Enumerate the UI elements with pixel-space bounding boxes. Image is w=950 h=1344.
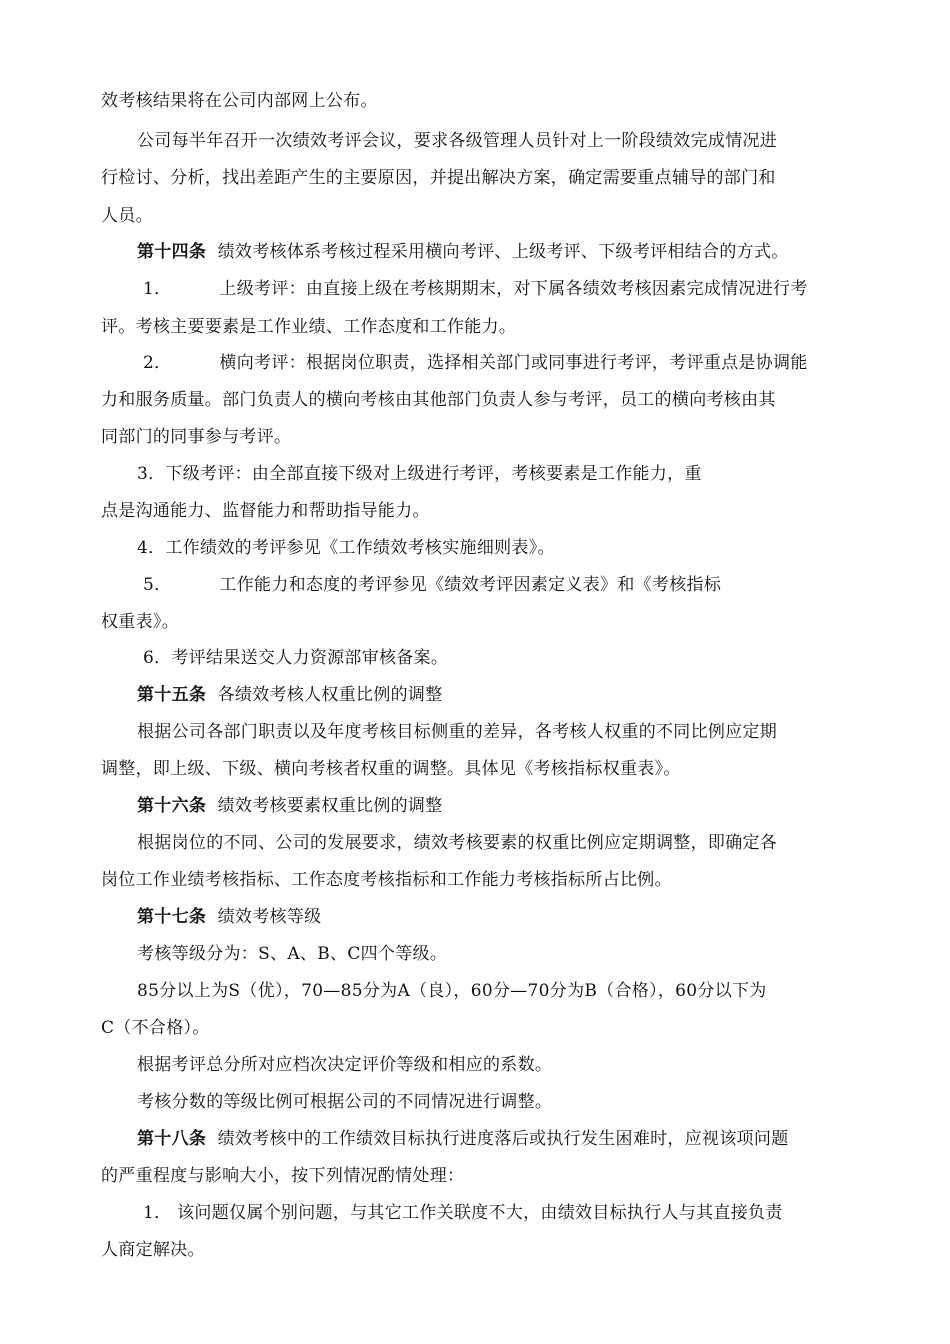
paragraph-line: 点是沟通能力、监督能力和帮助指导能力。 [101, 501, 430, 521]
paragraph-line: 权重表》。 [101, 612, 179, 632]
article-heading: 第十六条 [137, 796, 207, 816]
paragraph-line: 根据考评总分所对应档次决定评价等级和相应的系数。 [137, 1055, 553, 1075]
list-item-6: 6．考评结果送交人力资源部审核备案。 [143, 648, 449, 668]
article-16 [137, 795, 443, 817]
article-text: 绩效考核中的工作绩效目标执行进度落后或执行发生困难时，应视该项问题 [217, 1129, 789, 1149]
paragraph-line: 根据岗位的不同、公司的发展要求，绩效考核要素的权重比例应定期调整，即确定各 [137, 833, 778, 853]
list-number: 2． [143, 353, 172, 373]
paragraph-line: 人商定解决。 [101, 1240, 205, 1260]
list-number: 5． [143, 575, 172, 595]
paragraph-line: 85分以上为S（优），70—85分为A（良），60分—70分为B（合格），60分以下为 [137, 981, 767, 1001]
paragraph-line: 效考核结果将在公司内部网上公布。 [101, 91, 378, 111]
list-item-2 [143, 352, 808, 374]
paragraph-line: 的严重程度与影响大小，按下列情况酌情处理： [101, 1166, 465, 1186]
paragraph-line: 岗位工作业绩考核指标、工作态度考核指标和工作能力考核指标所占比例。 [101, 870, 672, 890]
article-text: 绩效考核要素权重比例的调整 [217, 796, 443, 816]
list-item-5 [143, 574, 721, 596]
article-18 [137, 1128, 789, 1150]
paragraph-line: 公司每半年召开一次绩效考评会议，要求各级管理人员针对上一阶段绩效完成情况进 [137, 131, 778, 151]
paragraph-line: 调整，即上级、下级、横向考核者权重的调整。具体见《考核指标权重表》。 [101, 759, 681, 779]
paragraph-line: 力和服务质量。部门负责人的横向考核由其他部门负责人参与考评，员工的横向考核由其 [101, 390, 776, 410]
article-15 [137, 684, 443, 706]
paragraph-line: 根据公司各部门职责以及年度考核目标侧重的差异，各考核人权重的不同比例应定期 [137, 722, 778, 742]
article-17 [137, 906, 321, 928]
paragraph-line: 考核等级分为：S、A、B、C四个等级。 [137, 944, 448, 964]
article-text: 各绩效考核人权重比例的调整 [217, 685, 443, 705]
list-item-1: 1． 该问题仅属个别问题，与其它工作关联度不大，由绩效目标执行人与其直接负责 [143, 1203, 783, 1223]
list-number: 1． [143, 279, 172, 299]
article-text: 绩效考核等级 [217, 907, 322, 927]
article-heading: 第十五条 [137, 685, 207, 705]
paragraph-line: C（不合格）。 [101, 1018, 210, 1038]
list-text: 上级考评：由直接上级在考核期期末，对下属各绩效考核因素完成情况进行考 [219, 279, 808, 299]
article-text: 绩效考核体系考核过程采用横向考评、上级考评、下级考评相结合的方式。 [217, 242, 789, 262]
paragraph-line: 同部门的同事参与考评。 [101, 427, 292, 447]
paragraph-line: 评。考核主要要素是工作业绩、工作态度和工作能力。 [101, 317, 517, 337]
article-heading: 第十四条 [137, 242, 207, 262]
list-item-3: 3．下级考评：由全部直接下级对上级进行考评，考核要素是工作能力，重 [137, 464, 702, 484]
paragraph-line: 考核分数的等级比例可根据公司的不同情况进行调整。 [137, 1092, 553, 1112]
article-heading: 第十七条 [137, 907, 207, 927]
list-item-4: 4．工作绩效的考评参见《工作绩效考核实施细则表》。 [137, 538, 555, 558]
paragraph-line: 行检讨、分析，找出差距产生的主要原因，并提出解决方案，确定需要重点辅导的部门和 [101, 168, 776, 188]
article-14 [137, 241, 789, 263]
list-item-1 [143, 278, 808, 300]
list-text: 工作能力和态度的考评参见《绩效考评因素定义表》和《考核指标 [219, 575, 722, 595]
list-text: 横向考评：根据岗位职责，选择相关部门或同事进行考评，考评重点是协调能 [219, 353, 808, 373]
paragraph-line: 人员。 [101, 206, 153, 226]
article-heading: 第十八条 [137, 1129, 207, 1149]
